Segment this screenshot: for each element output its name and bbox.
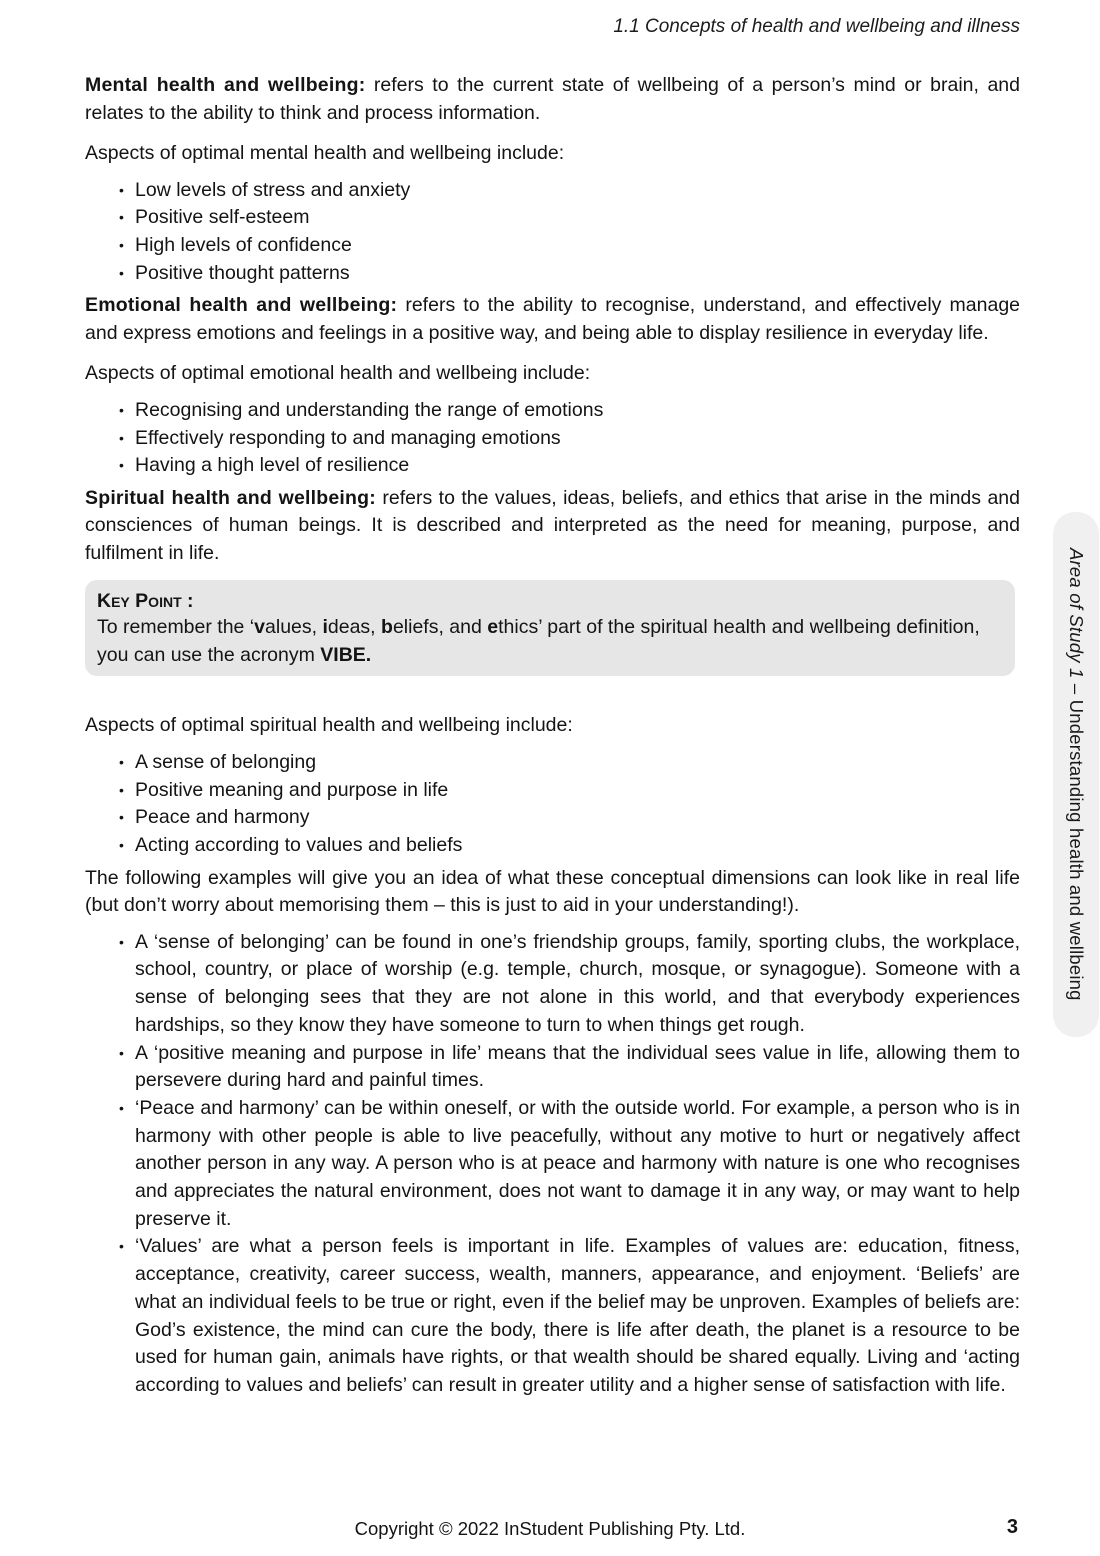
mental-aspects-intro: Aspects of optimal mental health and wellbeing include:	[85, 142, 565, 164]
list-item: • A sense of belonging	[135, 749, 1020, 777]
spiritual-aspects-list	[85, 749, 1020, 860]
area-of-study-tab-label-rest: Understanding health and wellbeing	[1066, 699, 1087, 1001]
examples-intro: The following examples will give you an idea of what these conceptual dimensions can look like in real life (but don’t worry about memorising them – this is just to aid in your understanding!).	[85, 866, 1020, 917]
list-item: • Positive thought patterns	[135, 260, 1020, 288]
definition-text-spiritual: refers to the values, ideas, beliefs, and ethics that arise in the minds and consciences of human beings. It is described and interpreted as the need for meaning, purpose, and fulfilment in life.	[85, 486, 1020, 564]
list-item: • Positive meaning and purpose in life	[135, 777, 1020, 805]
area-of-study-tab-label	[1065, 548, 1087, 1001]
area-of-study-tab-label-italic: Area of Study 1 –	[1066, 548, 1087, 700]
key-point-bold-letter: i	[322, 616, 328, 639]
definition-term-spiritual: Spiritual health and wellbeing:	[85, 486, 376, 509]
list-item: • Having a high level of resilience	[135, 452, 1020, 480]
list-item: • Peace and harmony	[135, 804, 1020, 832]
page-header-title: 1.1 Concepts of health and wellbeing and illness	[613, 16, 1020, 37]
definition-text-mental: refers to the current state of wellbeing of a person’s mind or brain, and relates to the ability to think and process information.	[85, 74, 1020, 124]
key-point-acronym: VIBE.	[320, 643, 372, 666]
page-content	[85, 15, 1020, 1405]
definition-emotional	[85, 292, 1020, 347]
area-of-study-tab	[1053, 512, 1099, 1037]
key-point-bold-letter: e	[487, 616, 499, 639]
key-point-bold-letter: b	[381, 616, 393, 639]
list-item: • Positive self-esteem	[135, 204, 1020, 232]
list-item: • Acting according to values and beliefs	[135, 832, 1020, 860]
copyright-text: Copyright © 2022 InStudent Publishing Pty. Ltd.	[354, 1518, 746, 1539]
list-item: • Recognising and understanding the range of emotions	[135, 397, 1020, 425]
list-item: • A ‘sense of belonging’ can be found in one’s friendship groups, family, sporting clubs, the workplace, school, country, or place of worship (e.g. temple, church, mosque, or synagogue). Someone with a sense of belonging sees that they are not alone in this world, and that everybody experiences hardships, so they know they have someone to turn to when things get rough.	[135, 929, 1020, 1040]
list-item: • ‘Values’ are what a person feels is important in life. Examples of values are: education, fitness, acceptance, creativity, career success, wealth, manners, appearance, and enjoyment. ‘Beliefs’ are what an individual feels to be true or right, even if the belief may be unproven. Examples of beliefs are: God’s existence, the mind can cure the body, there is life after death, the planet is a resource to be used for human gain, animals have rights, or that wealth should be shared equally. Living and ‘acting according to values and beliefs’ can result in greater utility and a higher sense of satisfaction with life.	[135, 1233, 1020, 1399]
emotional-aspects-list	[85, 397, 1020, 480]
key-point-box	[85, 580, 1015, 676]
key-point-segment: deas,	[327, 616, 382, 639]
page-number: 3	[1006, 1516, 1018, 1538]
spiritual-aspects-intro: Aspects of optimal spiritual health and wellbeing include:	[85, 714, 573, 737]
emotional-aspects-intro: Aspects of optimal emotional health and wellbeing include:	[85, 362, 591, 385]
list-item: • A ‘positive meaning and purpose in life’ means that the individual sees value in life, allowing them to persevere during hard and painful times.	[135, 1040, 1020, 1095]
list-item: • High levels of confidence	[135, 232, 1020, 260]
definition-spiritual	[85, 485, 1020, 568]
mental-aspects-list	[85, 177, 1020, 288]
key-point-bold-letter: v	[254, 616, 266, 639]
list-item: • Low levels of stress and anxiety	[135, 177, 1020, 205]
definition-term-mental: Mental health and wellbeing:	[85, 74, 366, 96]
definition-term-emotional: Emotional health and wellbeing:	[85, 294, 398, 317]
key-point-segment: eliefs, and	[392, 616, 488, 639]
examples-list	[85, 929, 1020, 1400]
list-item: • Effectively responding to and managing emotions	[135, 425, 1020, 453]
list-item: • ‘Peace and harmony’ can be within oneself, or with the outside world. For example, a person who is in harmony with other people is able to live peacefully, without any motive to hurt or negatively affect another person in any way. A person who is at peace and harmony with nature is one who recognises and appreciates the natural environment, does not want to damage it in any way, or may want to help preserve it.	[135, 1095, 1020, 1234]
definition-mental	[85, 72, 1020, 127]
key-point-segment: thics’ part of the spiritual health and wellbeing definition, you can use the acronym	[97, 616, 980, 666]
key-point-text	[97, 614, 1001, 669]
key-point-segment: alues,	[265, 616, 323, 639]
key-point-label: Key Point :	[97, 590, 194, 613]
key-point-segment: To remember the ‘	[97, 616, 255, 639]
definition-text-emotional: refers to the ability to recognise, understand, and effectively manage and express emotions and feelings in a positive way, and being able to display resilience in everyday life.	[85, 294, 1021, 344]
